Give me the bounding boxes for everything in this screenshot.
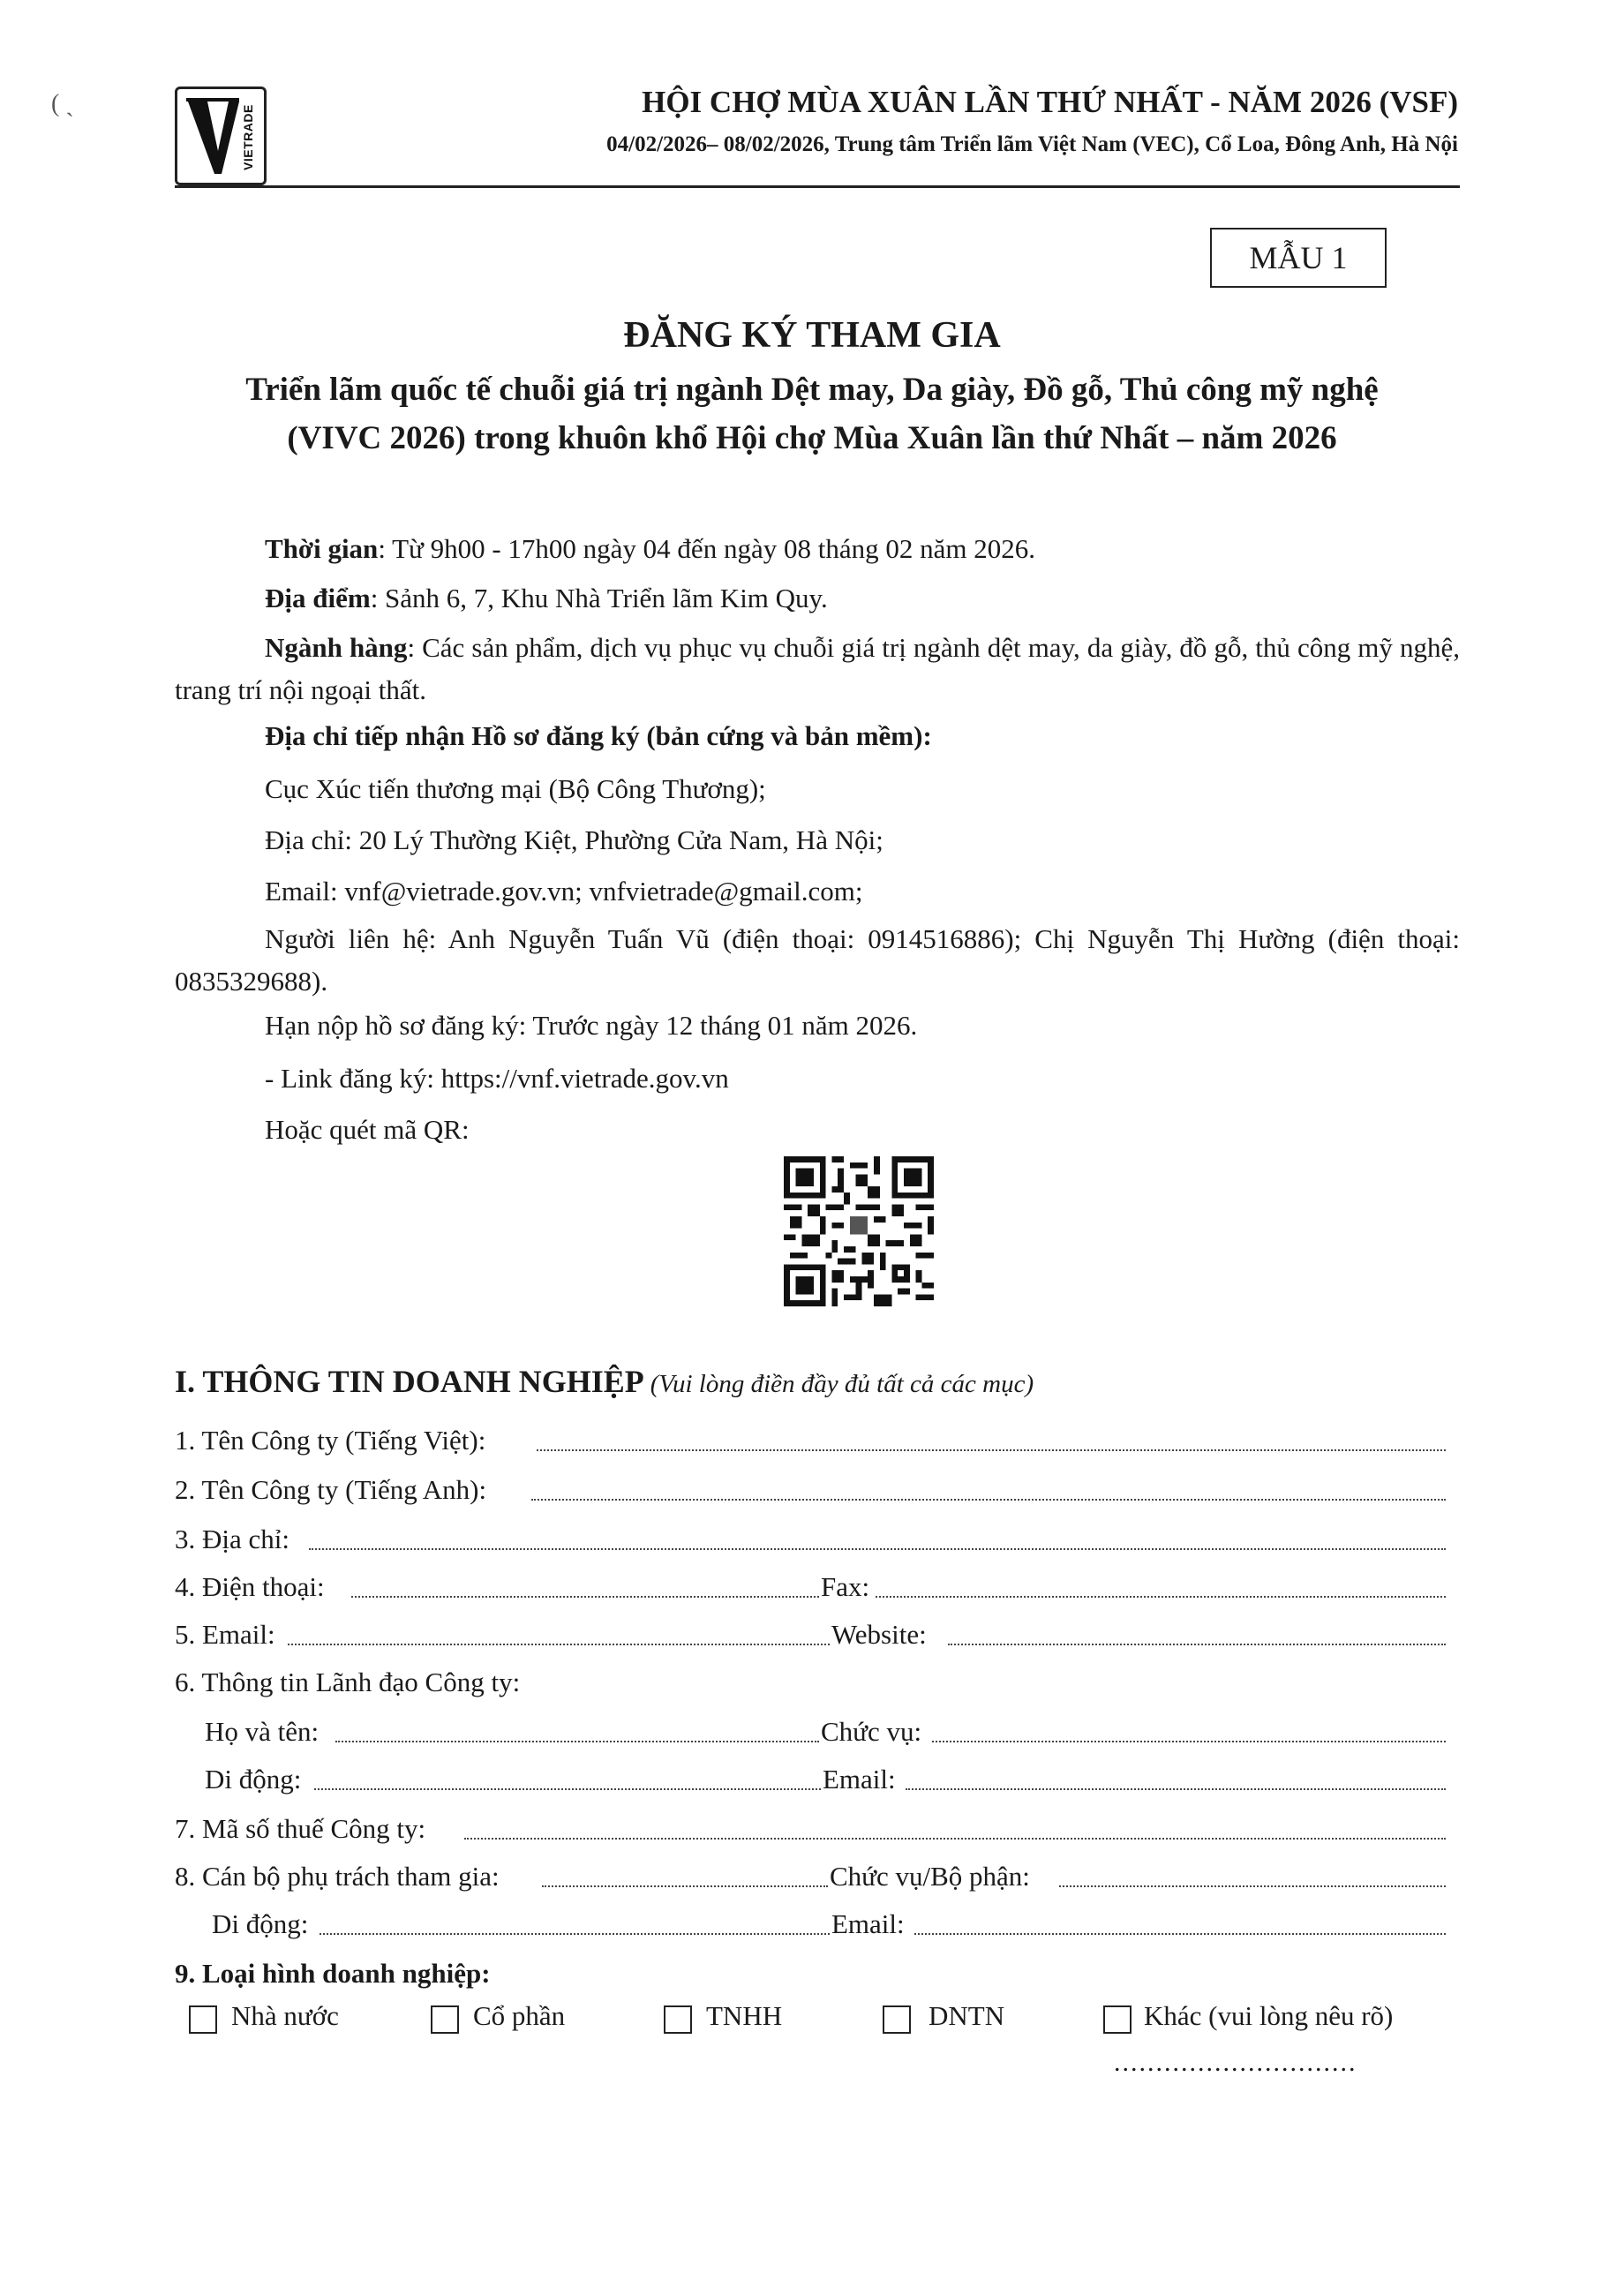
field-row-7 bbox=[0, 1806, 1624, 1848]
leader-name-field[interactable] bbox=[335, 1741, 819, 1742]
document-title: ĐĂNG KÝ THAM GIA bbox=[623, 315, 1001, 356]
leader-email-label: Email: bbox=[823, 1764, 896, 1795]
subtitle-line-1: Triển lãm quốc tế chuỗi giá trị ngành Dệt may, Da giày, Đồ gỗ, Thủ công mỹ nghệ bbox=[245, 372, 1379, 408]
email-label: 5. Email: bbox=[175, 1619, 275, 1650]
time-value: : Từ 9h00 - 17h00 ngày 04 đến ngày 08 tháng 02 năm 2026. bbox=[378, 533, 1035, 564]
checkbox-state[interactable] bbox=[189, 2005, 217, 2034]
header-divider bbox=[175, 185, 1460, 188]
field-row-3 bbox=[0, 1516, 1624, 1559]
phone-field[interactable] bbox=[351, 1596, 819, 1598]
form-code-box: MẪU 1 bbox=[1210, 228, 1387, 288]
field-row-1 bbox=[0, 1418, 1624, 1460]
leader-position-field[interactable] bbox=[932, 1741, 1446, 1742]
leader-mobile-label: Di động: bbox=[205, 1764, 302, 1795]
contact-person-label: 8. Cán bộ phụ trách tham gia: bbox=[175, 1861, 500, 1892]
field-row-8 bbox=[0, 1854, 1624, 1896]
field-row-8b bbox=[0, 1901, 1624, 1944]
sector-label: Ngành hàng bbox=[265, 632, 408, 663]
contact-paragraph: Người liên hệ: Anh Nguyễn Tuấn Vũ (điện thoại: 0914516886); Chị Nguyễn Thị Hường (điện thoại: 0835329688). bbox=[175, 923, 1460, 997]
address-field[interactable] bbox=[309, 1548, 1446, 1550]
vietrade-logo bbox=[175, 87, 267, 185]
website-field[interactable] bbox=[948, 1644, 1446, 1645]
leader-email-field[interactable] bbox=[906, 1788, 1446, 1790]
email-line: Email: vnf@vietrade.gov.vn; vnfvietrade@gmail.com; bbox=[265, 876, 863, 907]
company-name-vi-field[interactable] bbox=[537, 1449, 1446, 1451]
company-name-vi-label: 1. Tên Công ty (Tiếng Việt): bbox=[175, 1425, 486, 1456]
contact-position-field[interactable] bbox=[1059, 1885, 1446, 1887]
website-label: Website: bbox=[831, 1619, 927, 1650]
contact-email-field[interactable] bbox=[914, 1933, 1446, 1935]
sector-paragraph bbox=[175, 627, 1460, 711]
checkbox-private-label: DNTN bbox=[929, 2000, 1005, 2031]
leader-name-label: Họ và tên: bbox=[205, 1716, 320, 1747]
fair-subtitle: 04/02/2026– 08/02/2026, Trung tâm Triển lãm Việt Nam (VEC), Cổ Loa, Đông Anh, Hà Nội bbox=[606, 132, 1458, 156]
company-name-en-label: 2. Tên Công ty (Tiếng Anh): bbox=[175, 1474, 487, 1505]
time-line bbox=[265, 528, 1035, 570]
checkbox-joint-stock-label: Cổ phần bbox=[473, 2000, 566, 2031]
contact-mobile-label: Di động: bbox=[212, 1908, 309, 1939]
phone-label: 4. Điện thoại: bbox=[175, 1571, 325, 1602]
checkbox-other-label: Khác (vui lòng nêu rõ) bbox=[1144, 2000, 1394, 2031]
leader-mobile-field[interactable] bbox=[314, 1788, 821, 1790]
address-line: Địa chỉ: 20 Lý Thường Kiệt, Phường Cửa Nam, Hà Nội; bbox=[265, 824, 883, 855]
contact-mobile-field[interactable] bbox=[320, 1933, 830, 1935]
checkbox-state-label: Nhà nước bbox=[231, 2000, 339, 2031]
field-row-9 bbox=[0, 1951, 1624, 1993]
section-1-heading: I. THÔNG TIN DOANH NGHIỆP bbox=[175, 1364, 643, 1399]
agency-line: Cục Xúc tiến thương mại (Bộ Công Thương); bbox=[265, 773, 766, 804]
logo-text: VIETRADE bbox=[241, 104, 255, 171]
qr-label: Hoặc quét mã QR: bbox=[265, 1114, 470, 1145]
business-type-options bbox=[0, 1997, 1624, 2041]
email-field[interactable] bbox=[288, 1644, 830, 1645]
field-row-4 bbox=[0, 1564, 1624, 1606]
leader-info-label: 6. Thông tin Lãnh đạo Công ty: bbox=[175, 1667, 521, 1697]
subtitle-line-2: (VIVC 2026) trong khuôn khổ Hội chợ Mùa Xuân lần thứ Nhất – năm 2026 bbox=[287, 420, 1337, 456]
contact-person-field[interactable] bbox=[542, 1885, 828, 1887]
field-row-6 bbox=[0, 1659, 1624, 1702]
section-1-note: (Vui lòng điền đầy đủ tất cả các mục) bbox=[650, 1370, 1034, 1398]
document-subtitle bbox=[177, 365, 1447, 463]
field-row-2 bbox=[0, 1467, 1624, 1509]
registration-link[interactable]: - Link đăng ký: https://vnf.vietrade.gov.vn bbox=[265, 1063, 729, 1094]
checkbox-joint-stock[interactable] bbox=[431, 2005, 459, 2034]
other-type-field[interactable]: ............................. bbox=[1114, 2048, 1357, 2077]
leader-position-label: Chức vụ: bbox=[821, 1716, 922, 1747]
field-row-5 bbox=[0, 1612, 1624, 1654]
address-heading: Địa chỉ tiếp nhận Hồ sơ đăng ký (bản cứng và bản mềm): bbox=[265, 720, 932, 751]
contact-email-label: Email: bbox=[831, 1908, 905, 1939]
place-line bbox=[265, 577, 828, 620]
place-label: Địa điểm bbox=[265, 583, 371, 613]
checkbox-llc[interactable] bbox=[664, 2005, 692, 2034]
tax-code-label: 7. Mã số thuế Công ty: bbox=[175, 1813, 426, 1844]
qr-code-icon[interactable] bbox=[784, 1156, 934, 1306]
address-label: 3. Địa chỉ: bbox=[175, 1524, 289, 1554]
deadline-line: Hạn nộp hồ sơ đăng ký: Trước ngày 12 tháng 01 năm 2026. bbox=[265, 1010, 918, 1041]
checkbox-other[interactable] bbox=[1103, 2005, 1132, 2034]
field-row-6b bbox=[0, 1757, 1624, 1799]
checkbox-llc-label: TNHH bbox=[706, 2000, 783, 2031]
scan-mark: ( ˏ bbox=[51, 90, 74, 117]
tax-code-field[interactable] bbox=[464, 1838, 1446, 1840]
sector-value: : Các sản phẩm, dịch vụ phục vụ chuỗi giá trị ngành dệt may, da giày, đồ gỗ, thủ công mỹ nghệ, trang trí nội ngoại thất. bbox=[175, 632, 1461, 705]
business-type-label: 9. Loại hình doanh nghiệp: bbox=[175, 1958, 491, 1989]
fax-field[interactable] bbox=[876, 1596, 1446, 1598]
company-name-en-field[interactable] bbox=[531, 1499, 1446, 1501]
contact-position-label: Chức vụ/Bộ phận: bbox=[830, 1861, 1030, 1892]
field-row-6a bbox=[0, 1709, 1624, 1751]
time-label: Thời gian bbox=[265, 533, 379, 564]
place-value: : Sảnh 6, 7, Khu Nhà Triển lãm Kim Quy. bbox=[370, 583, 828, 613]
section-1-title bbox=[175, 1363, 1034, 1400]
checkbox-private[interactable] bbox=[883, 2005, 911, 2034]
fair-title: HỘI CHỢ MÙA XUÂN LẦN THỨ NHẤT - NĂM 2026 (VSF) bbox=[642, 85, 1458, 119]
fax-label: Fax: bbox=[821, 1571, 870, 1602]
